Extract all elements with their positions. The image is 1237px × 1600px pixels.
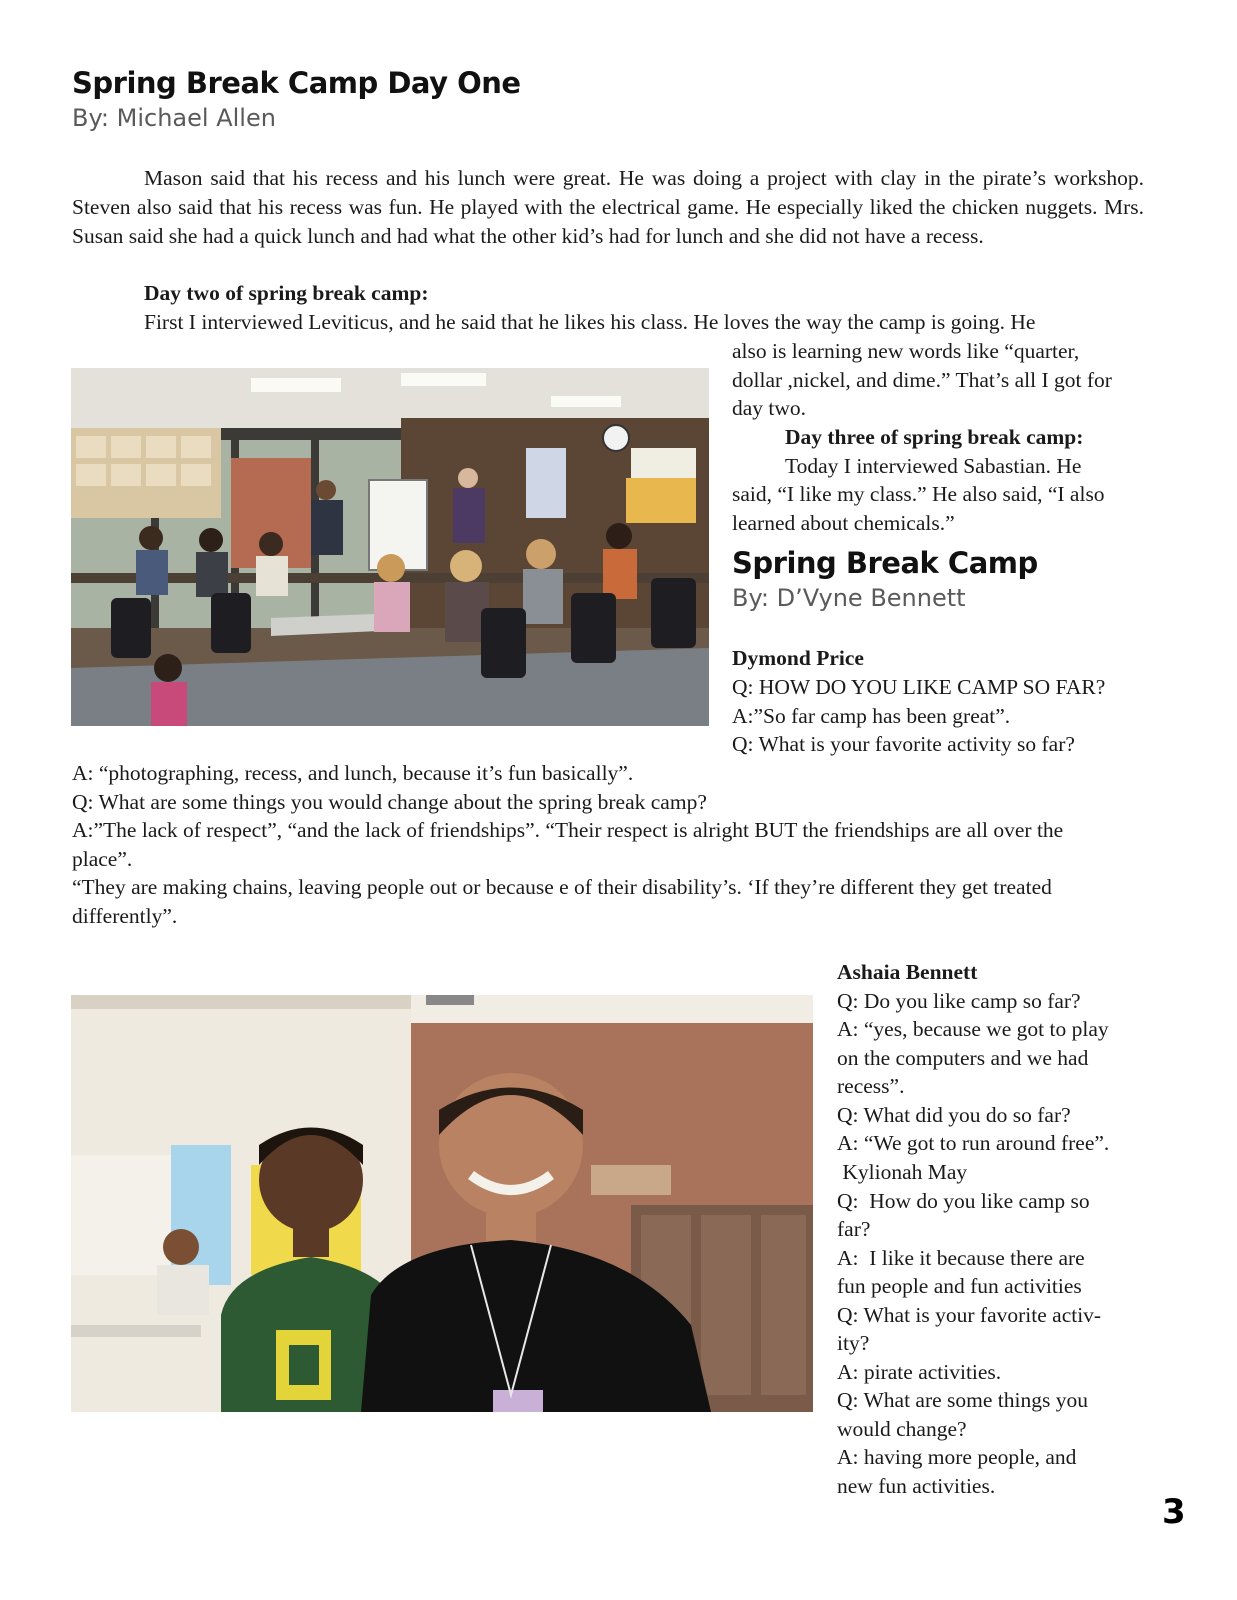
interview-line: Q: What are some things you would change about the spring break camp?: [72, 790, 707, 814]
text-line: also is learning new words like “quarter,: [732, 339, 1080, 363]
interview-line: A: “yes, because we got to play: [837, 1017, 1109, 1041]
text-line: learned about chemicals.”: [732, 511, 955, 535]
interview-line: A: pirate activities.: [837, 1360, 1002, 1384]
interview-line: A:”The lack of respect”, “and the lack of friendships”. “Their respect is alright BUT the friendships are all over the: [72, 818, 1064, 842]
interview-line: A: having more people, and: [837, 1445, 1077, 1469]
text-line: day two.: [732, 396, 807, 420]
interview-line: “They are making chains, leaving people out or because e of their disability’s. ‘If they’re different they get treated: [72, 875, 1052, 899]
interview-line: A: I like it because there are: [837, 1246, 1085, 1270]
interview-line: fun people and fun activities: [837, 1274, 1082, 1298]
interview-line: on the computers and we had: [837, 1046, 1089, 1070]
interview-line: Q: Do you like camp so far?: [837, 989, 1081, 1013]
interview-line: Q: What are some things you: [837, 1388, 1088, 1412]
interview-line: Q: What did you do so far?: [837, 1103, 1071, 1127]
portrait-photo: [71, 995, 813, 1412]
interview-line: Q: HOW DO YOU LIKE CAMP SO FAR?: [732, 675, 1106, 699]
page-number: 3: [1162, 1492, 1186, 1532]
article-title: Spring Break Camp: [732, 546, 1038, 580]
classroom-photo-illustration: [71, 368, 709, 726]
section-heading-day-two: Day two of spring break camp:: [144, 281, 429, 305]
interview-line: A:”So far camp has been great”.: [732, 704, 1011, 728]
text-line: dollar ,nickel, and dime.” That’s all I got for: [732, 368, 1112, 392]
interview-line: ity?: [837, 1331, 870, 1355]
interview-line: Q: How do you like camp so: [837, 1189, 1090, 1213]
portrait-photo-illustration: [71, 995, 813, 1412]
interview-line: Q: What is your favorite activ-: [837, 1303, 1102, 1327]
section-heading-day-three: Day three of spring break camp:: [785, 425, 1084, 449]
article-byline: By: D’Vyne Bennett: [732, 584, 966, 612]
interview-line: new fun activities.: [837, 1474, 996, 1498]
classroom-photo: [71, 368, 709, 726]
text-line: Today I interviewed Sabastian. He: [785, 454, 1082, 478]
interview-line: differently”.: [72, 904, 178, 928]
text-line: said, “I like my class.” He also said, “I also: [732, 482, 1105, 506]
article-paragraph: [72, 164, 1144, 251]
interview-line: recess”.: [837, 1074, 905, 1098]
interview-line: would change?: [837, 1417, 967, 1441]
interviewee-name: Dymond Price: [732, 646, 864, 670]
interview-line: place”.: [72, 847, 133, 871]
interview-line: Q: What is your favorite activity so far?: [732, 732, 1075, 756]
interviewee-name: Ashaia Bennett: [837, 960, 978, 984]
text-line: First I interviewed Leviticus, and he said that he likes his class. He loves the way the camp is going. He: [144, 310, 1036, 334]
interview-line: far?: [837, 1217, 871, 1241]
interview-line: A: “We got to run around free”.: [837, 1131, 1110, 1155]
interviewee-name: Kylionah May: [837, 1160, 968, 1184]
article-title: Spring Break Camp Day One: [72, 66, 521, 100]
paragraph-text: Mason said that his recess and his lunch were great. He was doing a project with clay in the pirate’s workshop. Steven also said that his recess was fun. He played with the electrical game. He especially liked the chicken nuggets. Mrs. Susan said she had a quick lunch and had what the other kid’s had for lunch and she did not have a recess.: [72, 166, 1144, 248]
interview-line: A: “photographing, recess, and lunch, because it’s fun basically”.: [72, 761, 634, 785]
article-byline: By: Michael Allen: [72, 104, 276, 132]
